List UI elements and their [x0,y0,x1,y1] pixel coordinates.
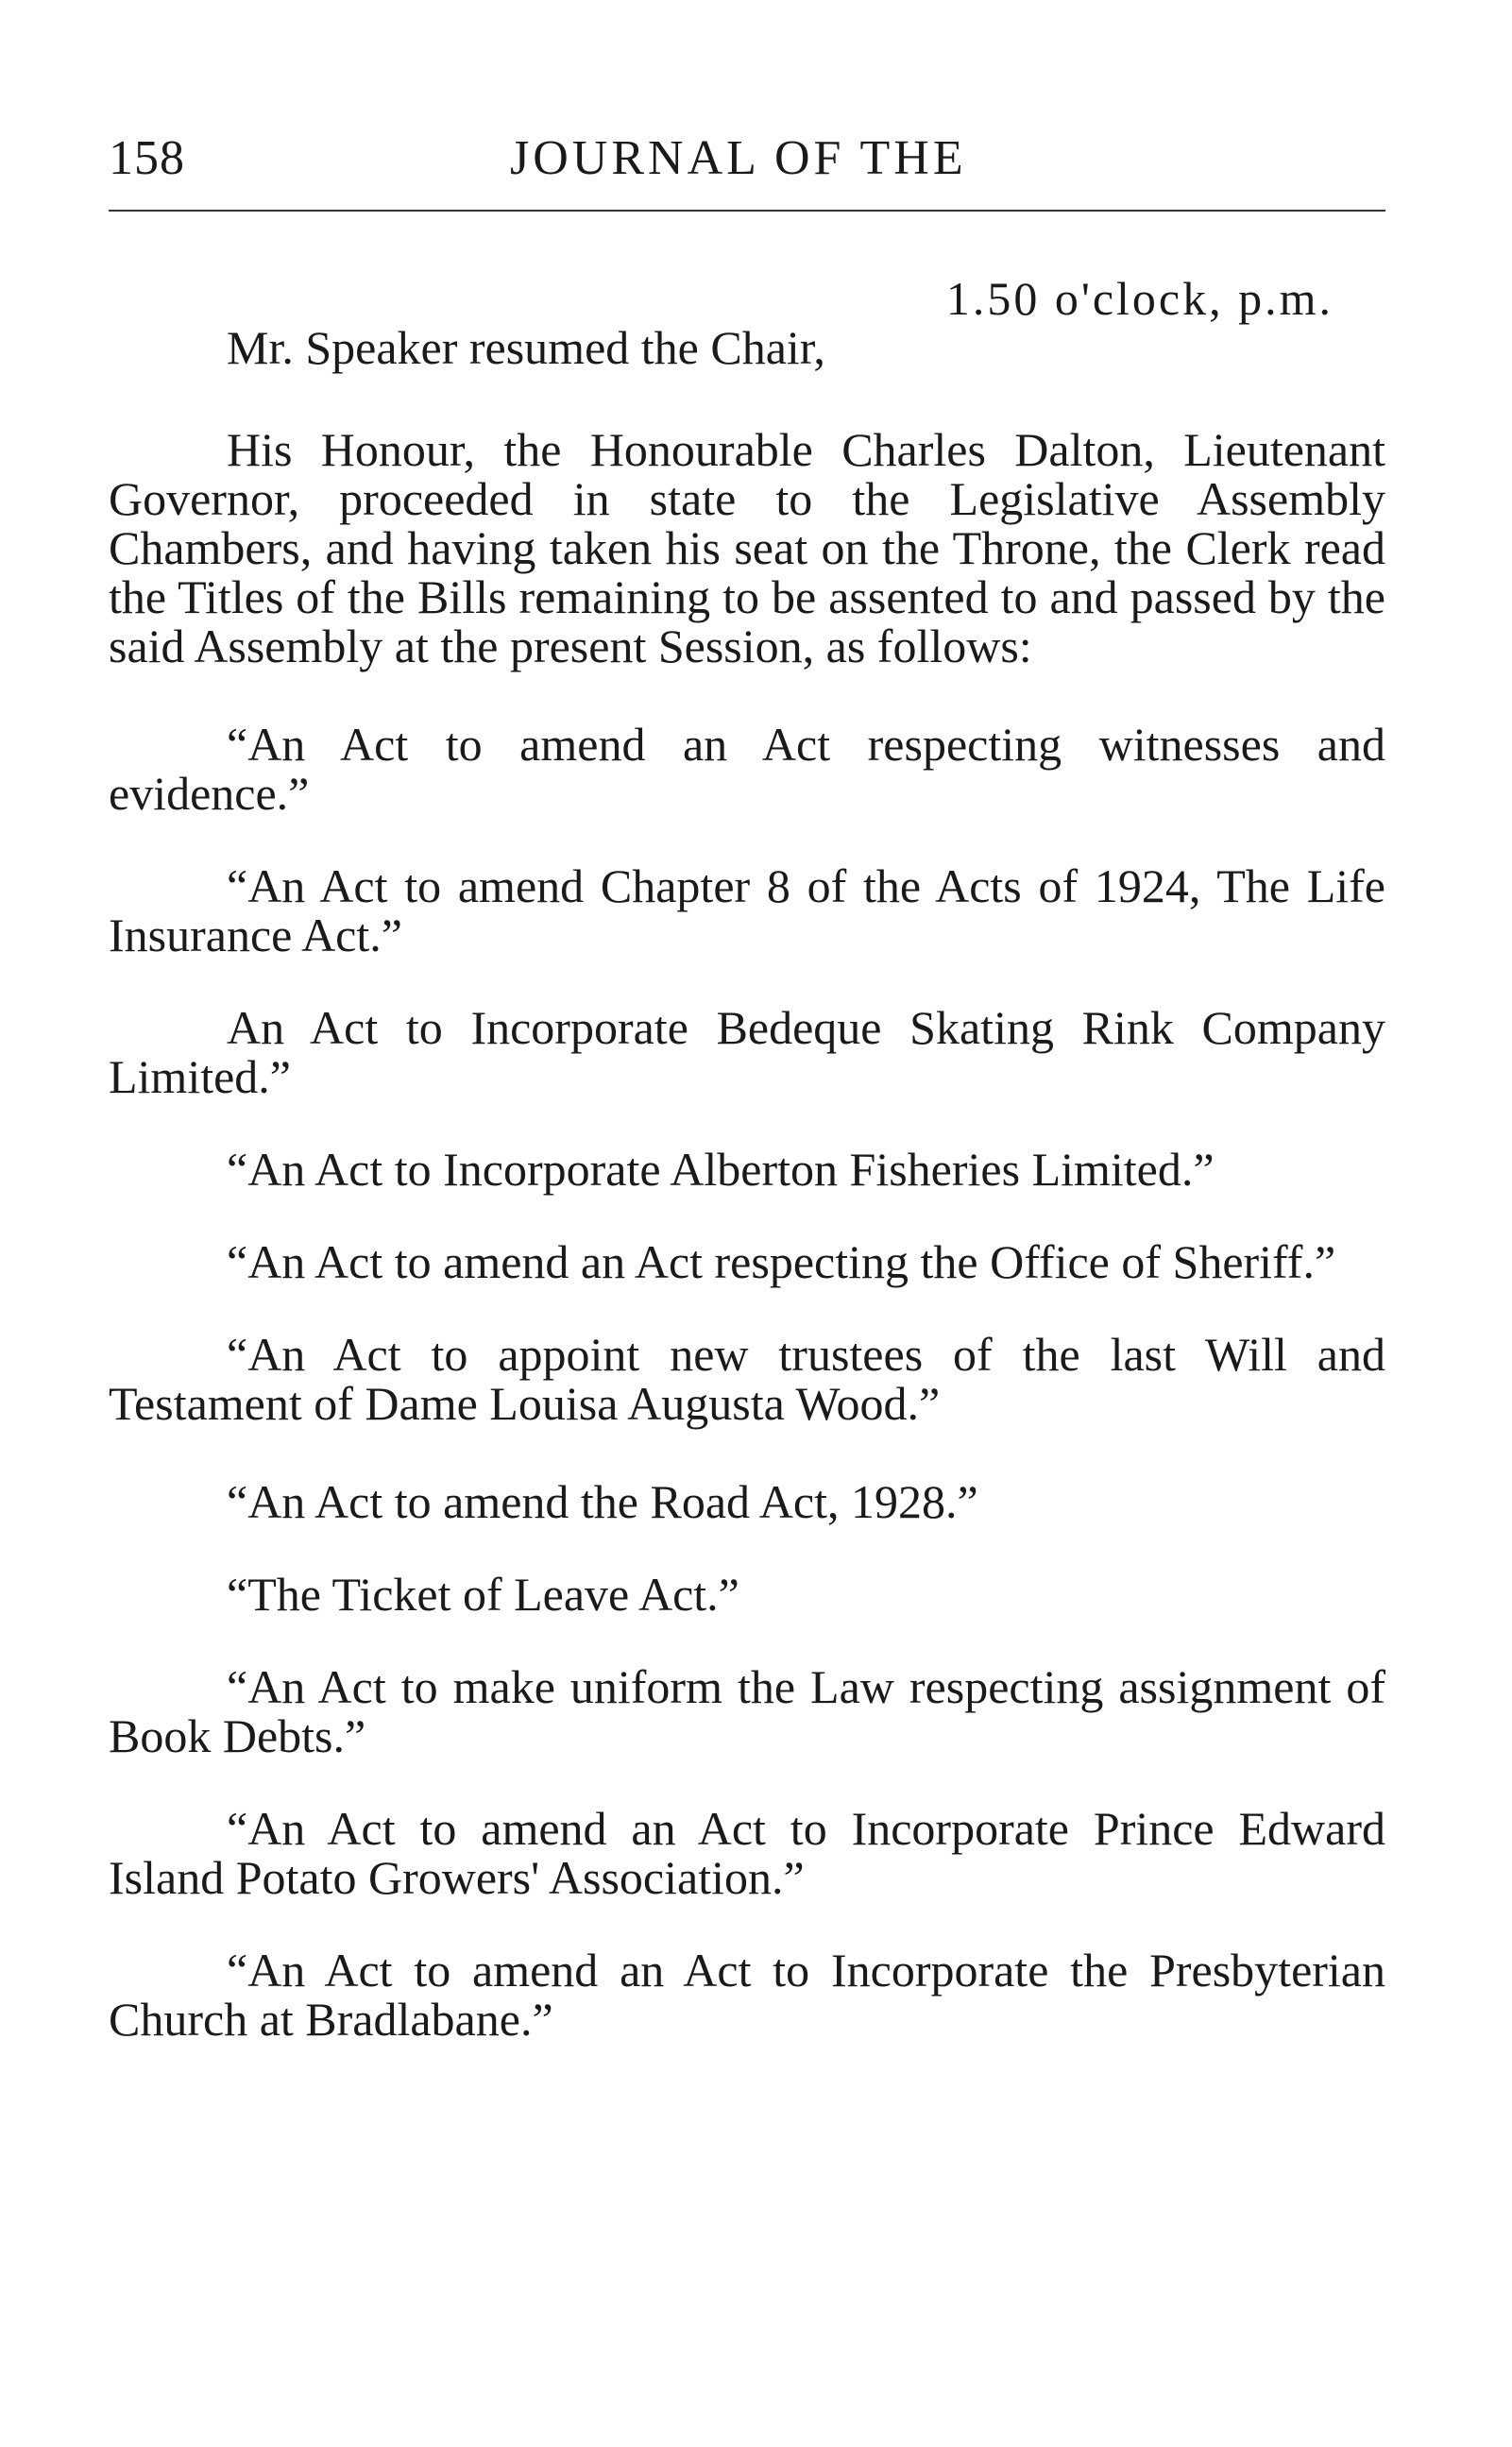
bill-title: An Act to Incorporate Bedeque Skating Rink Company Limited.” [109,1001,1385,1103]
header-rule [109,210,1385,212]
bill-title: “An Act to amend an Act respecting the Office of Sheriff.” [227,1235,1336,1288]
proceedings-paragraph: His Honour, the Honourable Charles Dalton, Lieutenant Governor, proceeded in state to the Legislative Assembly Chambers, and having taken his seat on the Throne, the Clerk read the Titles of the Bills remaining to be assented to and passed by the said Assembly at the present Session, as follows: [109,423,1385,672]
bill-title: “An Act to amend an Act to Incorporate Prince Edward Island Potato Growers' Association.” [109,1802,1385,1904]
session-time: 1.50 o'clock, p.m. [945,272,1334,325]
running-title: JOURNAL OF THE [510,131,967,185]
bill-title: “An Act to amend an Act to Incorporate the Presbyterian Church at Bradlabane.” [109,1944,1385,2046]
bill-title: “The Ticket of Leave Act.” [227,1568,739,1621]
bill-title: “An Act to Incorporate Alberton Fisheries Limited.” [227,1143,1215,1196]
speaker-resumed-line: Mr. Speaker resumed the Chair, [227,321,825,374]
bill-title: “An Act to make uniform the Law respecting assignment of Book Debts.” [109,1660,1385,1762]
bill-title: “An Act to amend an Act respecting witnesses and evidence.” [109,718,1385,820]
journal-body [109,274,1385,2044]
page-header [109,130,1385,196]
bill-title: “An Act to amend the Road Act, 1928.” [227,1475,978,1528]
bill-title: “An Act to appoint new trustees of the last Will and Testament of Dame Louisa Augusta Wood.” [109,1328,1385,1430]
bill-title: “An Act to amend Chapter 8 of the Acts of 1924, The Life Insurance Act.” [109,859,1385,961]
page-number: 158 [109,131,185,185]
